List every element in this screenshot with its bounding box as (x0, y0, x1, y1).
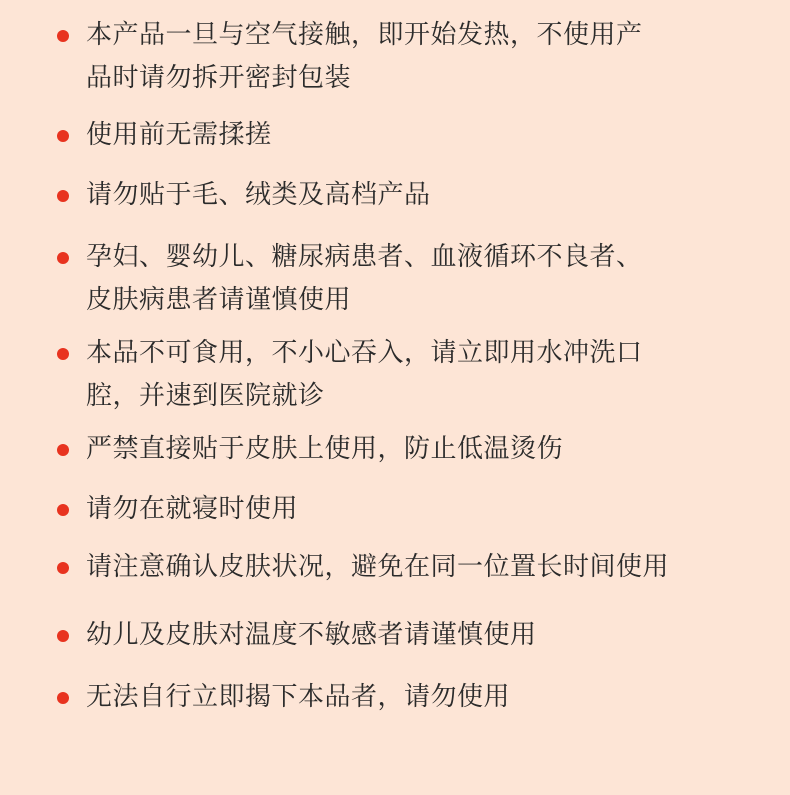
notice-text (86, 14, 746, 100)
bullet-dot-icon (57, 444, 69, 456)
bullet-dot-icon (57, 562, 69, 574)
bullet-dot-icon (57, 348, 69, 360)
bullet-dot-icon (57, 130, 69, 142)
bullet-dot-icon (57, 504, 69, 516)
notice-line: 请注意确认皮肤状况，避免在同一位置长时间使用 (86, 552, 670, 582)
notice-text (86, 174, 746, 217)
notice-text (86, 614, 746, 657)
notice-line: 严禁直接贴于皮肤上使用，防止低温烫伤 (86, 434, 564, 464)
notice-text (86, 546, 746, 589)
bullet-dot-icon (57, 30, 69, 42)
notice-text (86, 488, 746, 531)
bullet-dot-icon (57, 252, 69, 264)
notice-line: 请勿在就寝时使用 (86, 494, 299, 524)
notice-text (86, 236, 746, 322)
bullet-dot-icon (57, 630, 69, 642)
notice-line: 使用前无需揉搓 (86, 120, 272, 150)
notice-line: 腔，并速到医院就诊 (86, 381, 325, 411)
notice-line: 品时请勿拆开密封包装 (86, 63, 352, 93)
notice-line: 孕妇、婴幼儿、糖尿病患者、血液循环不良者、 (86, 242, 643, 272)
notice-text (86, 428, 746, 471)
notice-text (86, 332, 746, 418)
notice-line: 本品不可食用，不小心吞入，请立即用水冲洗口 (86, 338, 643, 368)
notice-text (86, 676, 746, 719)
notice-text (86, 114, 746, 157)
bullet-dot-icon (57, 190, 69, 202)
notice-line: 皮肤病患者请谨慎使用 (86, 285, 352, 315)
notice-line: 无法自行立即揭下本品者，请勿使用 (86, 682, 511, 712)
notice-line: 本产品一旦与空气接触，即开始发热，不使用产 (86, 20, 643, 50)
notice-line: 请勿贴于毛、绒类及高档产品 (86, 180, 431, 210)
bullet-dot-icon (57, 692, 69, 704)
notice-line: 幼儿及皮肤对温度不敏感者请谨慎使用 (86, 620, 537, 650)
